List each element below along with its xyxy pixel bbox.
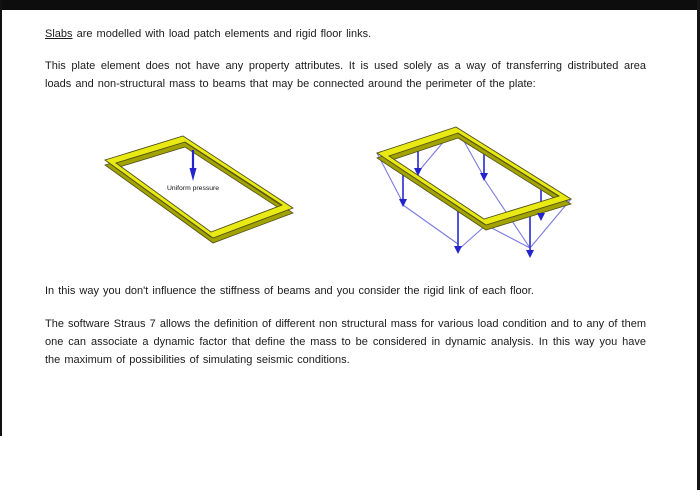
paragraph-rigid-link: In this way you don't influence the stiffness of beams and you consider the rigid link of each floor. [45, 285, 534, 297]
scan-border-left [0, 0, 2, 436]
slabs-underlined-term: Slabs [45, 28, 73, 40]
paragraph-straus7: The software Straus 7 allows the definition of different non structural mass for various load condition and to any of them one can associate a dynamic factor that define the mass to be considered in dynamic analysis. In this way you have the maximum of possibilities of simulating seismic conditions. [45, 318, 646, 366]
uniform-pressure-arrow [190, 150, 197, 181]
slabs-intro-text: are modelled with load patch elements and rigid floor links. [72, 28, 372, 40]
uniform-pressure-label: Uniform pressure [166, 185, 220, 192]
figure-load-transfer [363, 112, 598, 282]
figure-uniform-pressure [95, 118, 350, 253]
scan-border-top [0, 0, 700, 10]
paragraph-slabs-intro [45, 25, 646, 43]
paragraph-plate-element: This plate element does not have any property attributes. It is used solely as a way of transferring distributed area loads and non-structural mass to beams that may be connected around the perimeter of the plate: [45, 60, 646, 90]
